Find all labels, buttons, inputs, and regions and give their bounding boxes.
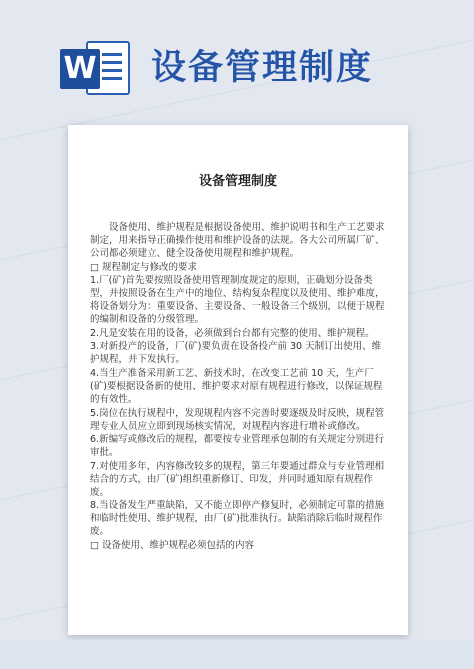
header-banner <box>0 0 474 120</box>
section-heading: □ 规程制定与修改的要求 <box>90 261 197 273</box>
document-body <box>90 221 390 553</box>
rule-item: 5.岗位在执行规程中，发现规程内容不完善时要逐级及时反映，规程管理专业人员应立即到现场核实情况，对规程内容进行增补或修改。 <box>90 407 385 432</box>
intro-paragraph: 设备使用、维护规程是根据设备使用、维护说明书和生产工艺要求制定，用来指导正确操作使用和维护设备的法规。各大公司所属厂矿、公司都必须建立、健全设备使用规程和维护规程。 <box>90 222 385 259</box>
rule-item: 2.凡是安装在用的设备，必须做到台台都有完整的使用、维护规程。 <box>90 327 375 339</box>
rule-item: 8.当设备发生严重缺陷，又不能立即停产修复时，必须制定可靠的措施和临时性使用、维护规程，由厂(矿)批准执行。缺陷消除后临时规程作废。 <box>90 500 385 538</box>
rule-item: 3.对新投产的设备，厂(矿)要负责在设备投产前 30 天制订出使用、维护规程，并下发执行。 <box>90 341 382 366</box>
word-icon <box>60 37 130 97</box>
word-letter: W <box>60 49 100 89</box>
rule-item: 1.厂(矿)首先要按照设备使用管理制度规定的原则，正确划分设备类型，并按照设备在生产中的地位、结构复杂程度以及使用、维护难度，将设备划分为：重要设备、主要设备、一般设备三个级别，以便于规程的编制和设备的分级管理。 <box>90 275 385 326</box>
rule-item: 4.当生产准备采用新工艺、新技术时，在改变工艺前 10 天，生产厂(矿)要根据设备新的使用、维护要求对原有规程进行修改，以保证规程的有效性。 <box>90 367 383 405</box>
footer-band <box>0 640 474 669</box>
document-page <box>68 125 408 635</box>
rule-item: 7.对使用多年，内容修改较多的规程，第三年要通过群众与专业管理相结合的方式，由厂(矿)组织重新修订、印发，并同时通知原有规程作废。 <box>90 460 385 498</box>
section-heading: □ 设备使用、维护规程必须包括的内容 <box>90 539 254 551</box>
document-title: 设备管理制度 <box>198 174 277 189</box>
rule-item: 6.新编写或修改后的规程，都要按专业管理承包制的有关规定分别进行审批。 <box>90 434 385 459</box>
page-title: 设备管理制度 <box>151 48 374 88</box>
